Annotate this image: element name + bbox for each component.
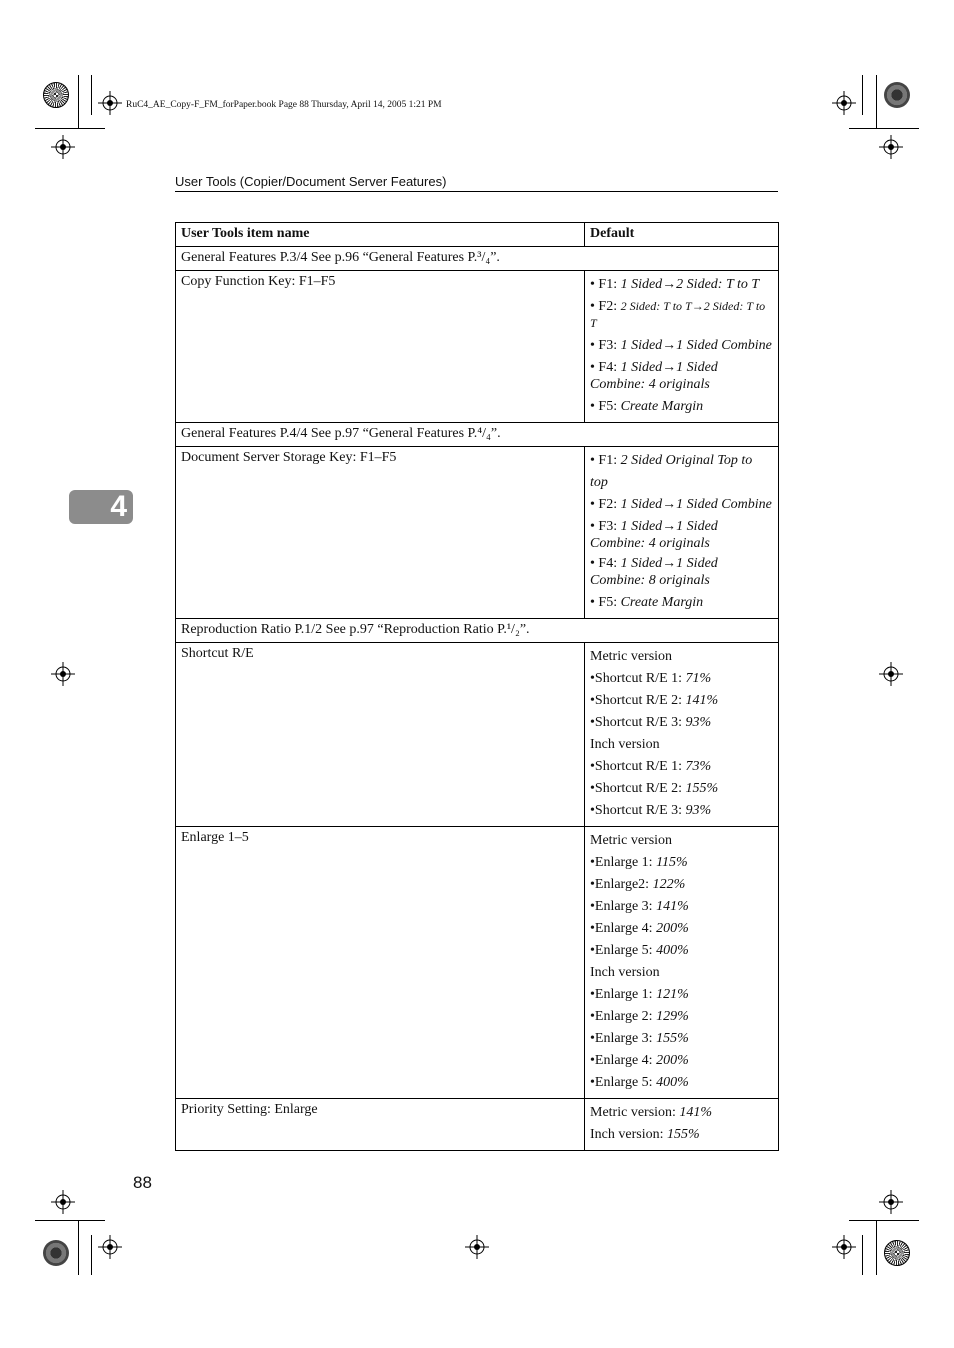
default-value-line [590, 874, 773, 896]
default-value-line [590, 830, 773, 852]
registration-target-icon [51, 135, 75, 159]
chapter-tab: 4 [69, 490, 133, 524]
default-value: 2 Sided Original Top to top [590, 453, 753, 490]
default-value: 141% [685, 693, 719, 708]
column-header-item-name: User Tools item name [176, 223, 585, 247]
color-rosette-icon [43, 82, 69, 108]
default-value-line [590, 962, 773, 984]
default-value-line [590, 646, 773, 668]
default-label: •Enlarge 2: [590, 1009, 657, 1024]
setting-row [176, 271, 779, 423]
registration-target-icon [879, 662, 903, 686]
group-header-row [176, 423, 779, 447]
group-header-row [176, 619, 779, 643]
setting-default [585, 643, 779, 827]
default-value: Create Margin [620, 399, 704, 414]
default-value-line [590, 984, 773, 1006]
registration-target-icon [832, 1235, 856, 1259]
default-label: •Enlarge 1: [590, 855, 657, 870]
default-label: • F4: [590, 360, 621, 375]
setting-row [176, 1099, 779, 1151]
registration-target-icon [98, 91, 122, 115]
setting-name: Priority Setting: Enlarge [176, 1099, 585, 1151]
default-label: •Shortcut R/E 3: [590, 715, 686, 730]
default-value-line [590, 592, 773, 614]
setting-name: Enlarge 1–5 [176, 827, 585, 1099]
user-tools-settings-table [175, 222, 779, 1151]
color-rosette-icon [884, 1240, 910, 1266]
default-label: •Enlarge2: [590, 877, 653, 892]
default-value-line [590, 274, 773, 296]
registration-target-icon [465, 1235, 489, 1259]
default-value: 155% [666, 1127, 700, 1142]
default-label: • F1: [590, 277, 621, 292]
default-value-line [590, 1050, 773, 1072]
page-number: 88 [133, 1173, 152, 1192]
default-label: Metric version [590, 833, 673, 848]
default-value-line [590, 298, 773, 332]
default-value: 129% [656, 1009, 689, 1024]
default-value-line [590, 918, 773, 940]
default-value-line [590, 800, 773, 822]
default-value: 1 Sided→1 Sided Combine: 4 originals [590, 360, 718, 392]
default-label: •Enlarge 4: [590, 1053, 657, 1068]
group-header-text: Reproduction Ratio P.1/2 See p.97 “Reproduction Ratio P.¹/₂”. [176, 619, 779, 643]
default-value: 1 Sided→1 Sided Combine [620, 497, 772, 512]
default-value: 141% [656, 899, 689, 914]
default-value-line [590, 359, 773, 393]
default-value: 155% [656, 1031, 689, 1046]
default-label: Inch version [590, 737, 660, 752]
registration-target-icon [879, 1190, 903, 1214]
default-value-line [590, 1102, 773, 1124]
setting-default [585, 271, 779, 423]
default-label: •Enlarge 3: [590, 1031, 657, 1046]
default-label: •Shortcut R/E 1: [590, 759, 686, 774]
file-info: RuC4_AE_Copy-F_FM_forPaper.book Page 88 Thursday, April 14, 2005 1:21 PM [126, 100, 442, 110]
default-label: Inch version [590, 965, 660, 980]
default-value-line [590, 555, 773, 589]
default-value: 1 Sided→1 Sided Combine: 4 originals [590, 519, 718, 551]
default-label: •Shortcut R/E 2: [590, 781, 686, 796]
registration-target-icon [879, 135, 903, 159]
setting-default [585, 1099, 779, 1151]
default-value-line [590, 1006, 773, 1028]
default-label: • F2: [590, 497, 621, 512]
default-value-line [590, 518, 773, 552]
default-value: 400% [656, 1075, 689, 1090]
default-value: 1 Sided→1 Sided Combine [620, 338, 772, 353]
group-header-text: General Features P.4/4 See p.97 “General Features P.⁴/₄”. [176, 423, 779, 447]
registration-target-icon [51, 1190, 75, 1214]
default-label: • F5: [590, 399, 621, 414]
default-label: Inch version: [590, 1127, 667, 1142]
default-value-line [590, 852, 773, 874]
setting-name: Shortcut R/E [176, 643, 585, 827]
default-value: 200% [656, 921, 689, 936]
default-label: • F1: [590, 453, 621, 468]
default-value: 200% [656, 1053, 689, 1068]
group-header-text: General Features P.3/4 See p.96 “General Features P.³/₄”. [176, 247, 779, 271]
default-value-line [590, 668, 773, 690]
default-value: 93% [685, 803, 712, 818]
default-value: 2 Sided: T to T→2 Sided: T to T [590, 299, 766, 330]
default-value-line [590, 690, 773, 712]
default-label: •Enlarge 1: [590, 987, 657, 1002]
default-label: • F4: [590, 556, 621, 571]
setting-name: Document Server Storage Key: F1–F5 [176, 447, 585, 619]
default-label: •Shortcut R/E 3: [590, 803, 686, 818]
default-label: •Enlarge 5: [590, 943, 657, 958]
default-value: 121% [656, 987, 689, 1002]
default-value: 400% [656, 943, 689, 958]
default-value-line [590, 896, 773, 918]
default-label: •Shortcut R/E 2: [590, 693, 686, 708]
default-value: 122% [652, 877, 686, 892]
running-header: User Tools (Copier/Document Server Features) [175, 174, 778, 192]
default-label: •Enlarge 3: [590, 899, 657, 914]
setting-default [585, 447, 779, 619]
default-value-line [590, 396, 773, 418]
table-header-row [176, 223, 779, 247]
default-value: 141% [679, 1105, 713, 1120]
default-label: • F3: [590, 519, 621, 534]
setting-row [176, 827, 779, 1099]
default-value: 73% [685, 759, 712, 774]
default-value: 93% [685, 715, 712, 730]
default-value: 71% [685, 671, 712, 686]
setting-row [176, 643, 779, 827]
default-value-line [590, 450, 773, 494]
default-value-line [590, 712, 773, 734]
default-label: • F5: [590, 595, 621, 610]
default-label: •Enlarge 4: [590, 921, 657, 936]
default-value-line [590, 1124, 773, 1146]
default-value-line [590, 1028, 773, 1050]
default-label: •Shortcut R/E 1: [590, 671, 686, 686]
default-value-line [590, 756, 773, 778]
setting-default [585, 827, 779, 1099]
default-value: 115% [656, 855, 688, 870]
default-label: Metric version: [590, 1105, 680, 1120]
color-rosette-icon [43, 1240, 69, 1266]
setting-row [176, 447, 779, 619]
default-value-line [590, 778, 773, 800]
default-value-line [590, 1072, 773, 1094]
setting-name: Copy Function Key: F1–F5 [176, 271, 585, 423]
default-label: • F2: [590, 299, 621, 314]
default-value-line [590, 494, 773, 516]
default-value: 155% [685, 781, 719, 796]
default-value-line [590, 335, 773, 357]
default-value: Create Margin [620, 595, 704, 610]
group-header-row [176, 247, 779, 271]
registration-target-icon [832, 91, 856, 115]
default-value: 1 Sided→2 Sided: T to T [620, 277, 760, 292]
registration-target-icon [98, 1235, 122, 1259]
default-label: Metric version [590, 649, 673, 664]
default-value-line [590, 734, 773, 756]
default-label: •Enlarge 5: [590, 1075, 657, 1090]
column-header-default: Default [585, 223, 779, 247]
default-value: 1 Sided→1 Sided Combine: 8 originals [590, 556, 718, 588]
color-rosette-icon [884, 82, 910, 108]
default-label: • F3: [590, 338, 621, 353]
registration-target-icon [51, 662, 75, 686]
default-value-line [590, 940, 773, 962]
